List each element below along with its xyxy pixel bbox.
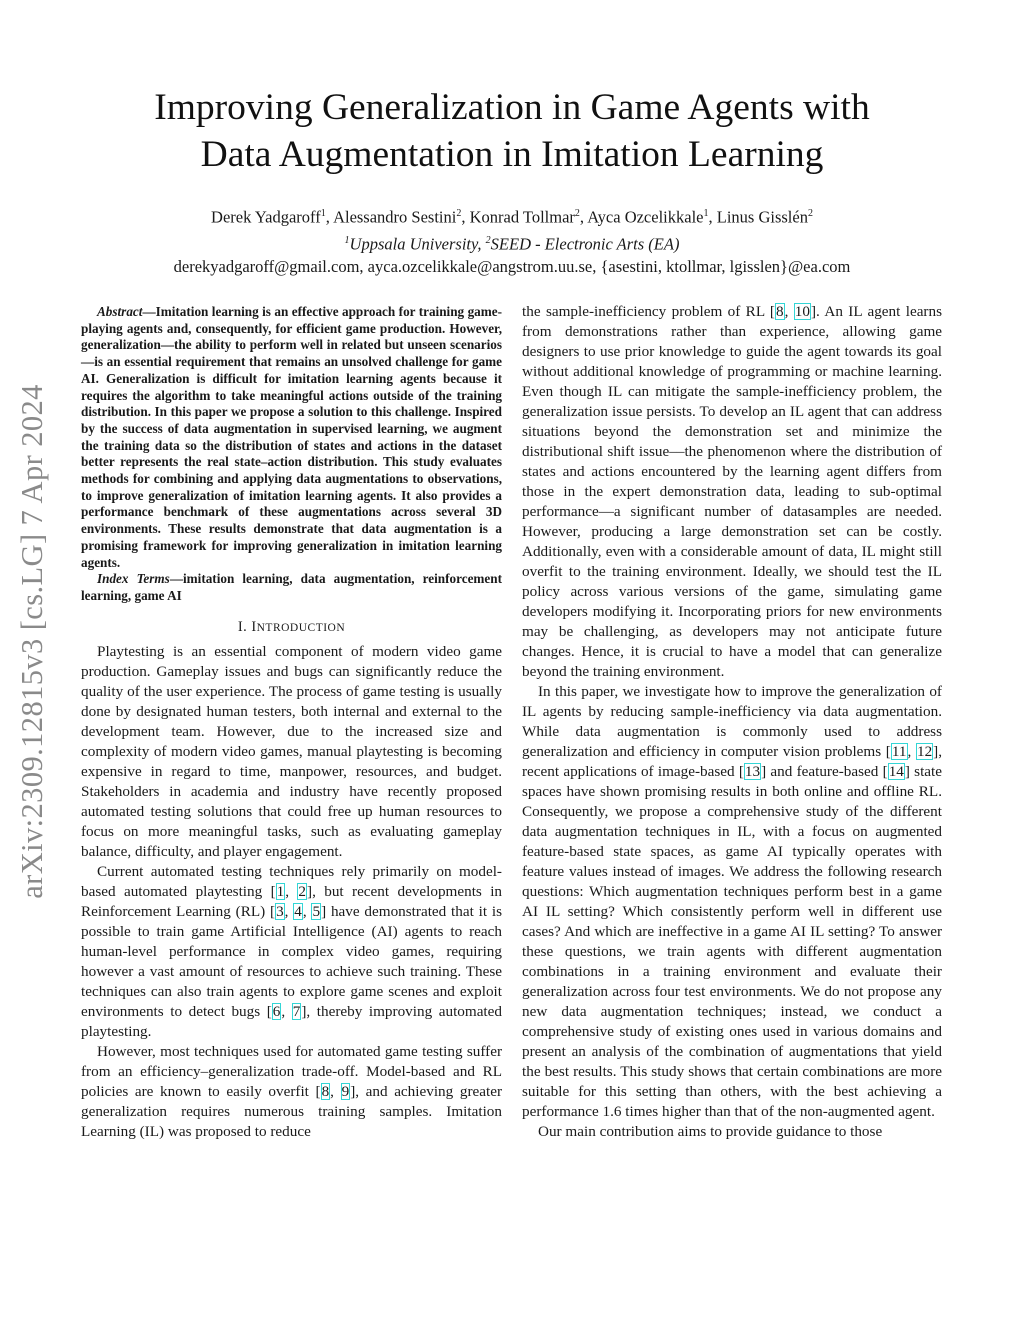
citation-link[interactable]: 13 bbox=[744, 763, 761, 780]
section-heading: I. INTRODUCTION bbox=[237, 618, 346, 635]
author-emails: derekyadgaroff@gmail.com, ayca.ozcelikkale@angstrom.uu.se, {asestini, ktollmar, lgisslen}@ea.com bbox=[173, 257, 851, 276]
citation-link[interactable]: 3 bbox=[276, 902, 284, 920]
paper-title bbox=[80, 84, 944, 178]
citation-link[interactable]: 9 bbox=[341, 1082, 350, 1100]
affiliation: SEED - Electronic Arts (EA) bbox=[490, 234, 680, 253]
body-paragraph: the sample-inefficiency problem of RL [8, 10]. An IL agent learns from demonstrations rather than experience, allowing game designers to use prior knowledge to guide the agent towards its goal without additional knowledge of programming or machine learning. Even though IL can mitigate the sample-inefficiency problem, the generalization issue persists. To develop an IL agent that can address situations beyond the demonstration set and minimize the distributional shift issue––the phenomenon where the distribution of states and actions encountered by the learning agent differs from those in the expert demonstration data, leading to sub-optimal performance—a significant number of datasamples are needed. However, producing a large demonstration set can be costly. Additionally, even with a considerable amount of data, IL might still overfit to the training environment. Ideally, we should test the IL policy across various versions of the game, simulating game developers modifying it. Incorporating priors for new environments may be challenging, as developers may not anticipate future changes. Hence, it is crucial to have a model that can generalize beyond the training environment. bbox=[522, 303, 942, 680]
left-column bbox=[81, 304, 502, 1142]
arxiv-sidebar-stamp bbox=[12, 346, 52, 936]
author-block bbox=[80, 202, 944, 278]
citation-link[interactable]: 1 bbox=[276, 882, 285, 900]
author-name: Konrad Tollmar bbox=[469, 207, 575, 227]
author-name: Derek Yadgaroff bbox=[211, 207, 321, 227]
body-paragraph: In this paper, we investigate how to improve the generalization of IL agents by reducing sample-inefficiency via data augmentation. While data augmentation is commonly used to address generalization and efficiency in computer vision problems [11, 12], recent applications of image-based [13] and feature-based [14] state spaces have shown promising results in both online and offline RL. Consequently, we propose a comprehensive study of the different data augmentation techniques in IL, with a focus on augmented feature-based state spaces, as game AI typically operates with feature values instead of images. We address the following research questions: Which augmentation techniques perform best in a game AI IL setting? Which consistently perform well in different use cases? And which are ineffective in a game AI IL setting? To answer these questions, we train agents with different augmentation combinations in a training environment and evaluate their generalization across four test environments. We do not propose any new data augmentation techniques; instead, we conduct a comprehensive study of existing ones used in various domains and present an analysis of the combination of augmentations that yield the best results. This study shows that certain combinations are more suitable for this setting than others, with the best achieving a performance 1.6 times higher than that of the non-augmented agent. bbox=[522, 683, 943, 1120]
citation-link[interactable]: 12 bbox=[916, 743, 933, 760]
index-terms bbox=[81, 571, 502, 604]
abstract-label: Abstract bbox=[97, 304, 143, 319]
body-paragraph: Our main contribution aims to provide guidance to those bbox=[538, 1123, 883, 1140]
citation-link[interactable]: 7 bbox=[292, 1002, 301, 1020]
author-name: Alessandro Sestini bbox=[333, 207, 457, 227]
citation-link[interactable]: 2 bbox=[298, 882, 307, 900]
abstract-text: —Imitation learning is an effective approach for training game-playing agents and, consequently, for efficient game production. However, generalization—the ability to perform well in related but unseen scenarios—is an essential requirement that remains an unsolved challenge for game AI. Generalization is difficult for imitation learning agents because it requires the algorithm to take meaningful actions outside of the training distribution. In this paper we propose a solution to this challenge. Inspired by the success of data augmentation in supervised learning, we augment the training data so the distribution of states and actions in the dataset better represents the real state–action distribution. This study evaluates methods for combining and applying data augmentations to observations, to improve generalization of imitation learning agents. It also provides a performance benchmark of these augmentations across several 3D environments. These results demonstrate that data augmentation is a promising framework for improving generalization in imitation learning agents. bbox=[81, 304, 502, 570]
index-terms-label: Index Terms bbox=[97, 571, 170, 587]
citation-link[interactable]: 8 bbox=[321, 1082, 330, 1100]
citation-link[interactable]: 5 bbox=[312, 902, 321, 920]
affiliations: $^1$Uppsala University, $^2$SEED - Electronic Arts (EA) bbox=[344, 234, 680, 253]
author-name: Linus Gisslén bbox=[716, 207, 808, 227]
citation-link[interactable]: 8 bbox=[775, 303, 784, 320]
index-terms-text: —imitation learning, data augmentation, reinforcement learning, game AI bbox=[81, 571, 502, 603]
citation-link[interactable]: 14 bbox=[888, 763, 904, 780]
citation-link[interactable]: 10 bbox=[794, 303, 810, 320]
right-column bbox=[522, 302, 942, 1142]
author-name: Ayca Ozcelikkale bbox=[587, 207, 704, 227]
citation-link[interactable]: 6 bbox=[272, 1002, 281, 1020]
body-paragraph: However, most techniques used for automated game testing suffer from an efficiency–generalization trade-off. Model-based and RL policies are known to easily overfit [8, 9], and achieving greater generalization requires numerous training samples. Imitation Learning (IL) was proposed to reduce bbox=[81, 1042, 502, 1140]
affiliation: Uppsala University bbox=[349, 234, 478, 253]
title-line-1: Improving Generalization in Game Agents with bbox=[154, 87, 870, 128]
body-paragraph: Current automated testing techniques rely primarily on model-based automated playtesting [1, 2], but recent developments in Reinforcement Learning (RL) [3, 4, 5] have demonstrated that it is possible to train game Artificial Intelligence (AI) agents to reach human-level performance in complex video games, requiring however a vast amount of resources to achieve such training. These techniques can also train agents to explore game scenes and exploit environments to detect bugs [6, 7], thereby improving automated playtesting. bbox=[81, 862, 503, 1040]
abstract bbox=[81, 304, 502, 571]
title-line-2: Data Augmentation in Imitation Learning bbox=[200, 134, 824, 175]
citation-link[interactable]: 4 bbox=[294, 902, 302, 920]
citation-link[interactable]: 11 bbox=[891, 743, 907, 760]
author-list: Derek Yadgaroff$^1$, Alessandro Sestini$^2$, Konrad Tollmar$^2$, Ayca Ozcelikkale$^1$, Linus Gisslén$^2$ bbox=[211, 207, 813, 227]
arxiv-id: arXiv:2309.12815v3 [cs.LG] 7 Apr 2024 bbox=[14, 383, 49, 899]
body-paragraph: Playtesting is an essential component of modern video game production. Gameplay issues and bugs can significantly reduce the quality of the user experience. The process of game testing is usually done by designated human testers, both internal and external to the development team. However, due to the increased size and complexity of modern video games, manual playtesting is becoming expensive in regard to time, manpower, resources, and budget. Stakeholders in academia and industry have recently proposed automated testing solutions that could free up human resources to focus on more meaningful tasks, such as evaluating gameplay balance, difficulty, and player engagement. bbox=[81, 642, 502, 860]
